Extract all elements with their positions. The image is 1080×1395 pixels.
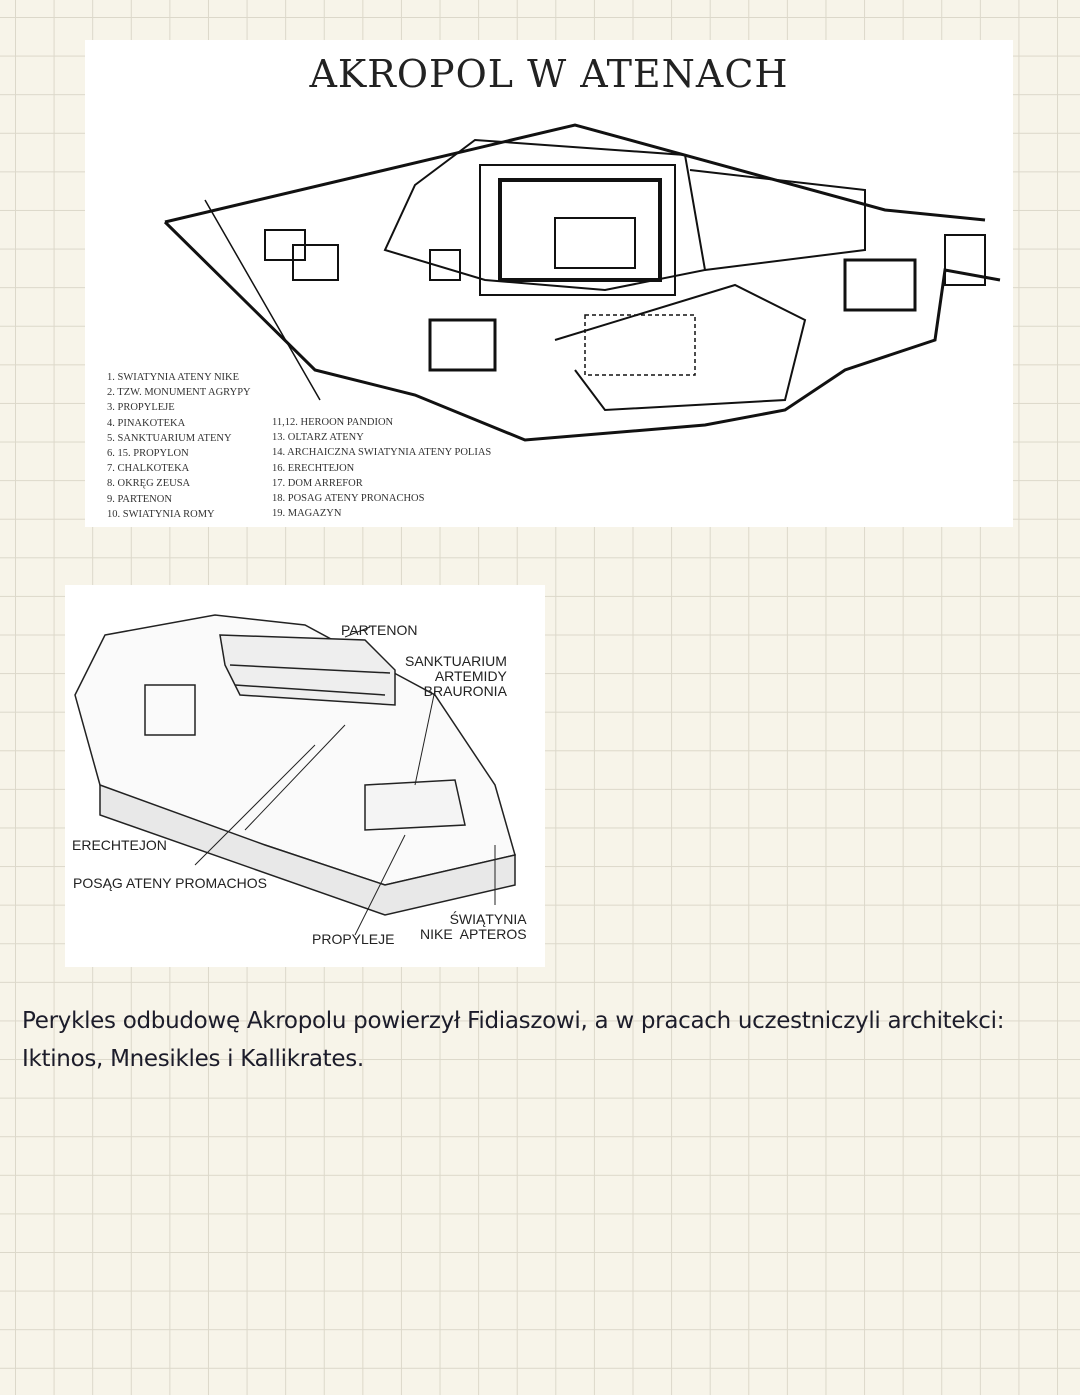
- acropolis-isometric-image: [65, 585, 545, 967]
- label-sanktuarium: SANKTUARIUM ARTEMIDY BRAURONIA: [405, 653, 507, 699]
- handwritten-note: Perykles odbudowę Akropolu powierzył Fidiaszowi, a w pracach uczestniczyli architekci: Iktinos, Mnesikles i Kallikrates.: [22, 1008, 1005, 1072]
- legend-item: 4. PINAKOTEKA: [107, 417, 186, 429]
- legend-item: 6. 15. PROPYLON: [107, 448, 189, 460]
- legend-item: 7. CHALKOTEKA: [107, 463, 190, 475]
- label-erechtejon: ERECHTEJON: [72, 837, 167, 853]
- legend-item: 14. ARCHAICZNA SWIATYNIA ATENY POLIAS: [272, 447, 492, 459]
- legend-item: 17. DOM ARREFOR: [272, 477, 363, 489]
- legend-item: 16. ERECHTEJON: [272, 462, 355, 474]
- legend-item: 18. POSAG ATENY PRONACHOS: [272, 493, 425, 505]
- legend-item: 9. PARTENON: [107, 493, 172, 505]
- plan-legend-left: [107, 370, 251, 522]
- legend-item: 13. OLTARZ ATENY: [272, 432, 364, 444]
- legend-item: 5. SANKTUARIUM ATENY: [107, 432, 232, 444]
- legend-item: 3. PROPYLEJE: [107, 402, 175, 414]
- label-nike: ŚWIĄTYNIA NIKE APTEROS: [420, 911, 527, 942]
- label-posag: POSĄG ATENY PROMACHOS: [73, 875, 267, 891]
- label-propyleje: PROPYLEJE: [312, 931, 395, 947]
- iso-drawing: [65, 585, 545, 967]
- acropolis-plan-image: [85, 40, 1013, 527]
- label-partenon: PARTENON: [341, 622, 418, 638]
- legend-item: 10. SWIATYNIA ROMY: [107, 508, 215, 520]
- legend-item: 11,12. HEROON PANDION: [272, 417, 394, 428]
- legend-item: 2. TZW. MONUMENT AGRYPY: [107, 387, 251, 399]
- legend-item: 1. SWIATYNIA ATENY NIKE: [107, 372, 240, 383]
- plan-title: AKROPOL W ATENACH: [309, 52, 789, 96]
- plan-legend-right: [272, 415, 491, 521]
- legend-item: 19. MAGAZYN: [272, 508, 342, 520]
- legend-item: 8. OKRĘG ZEUSA: [107, 478, 191, 490]
